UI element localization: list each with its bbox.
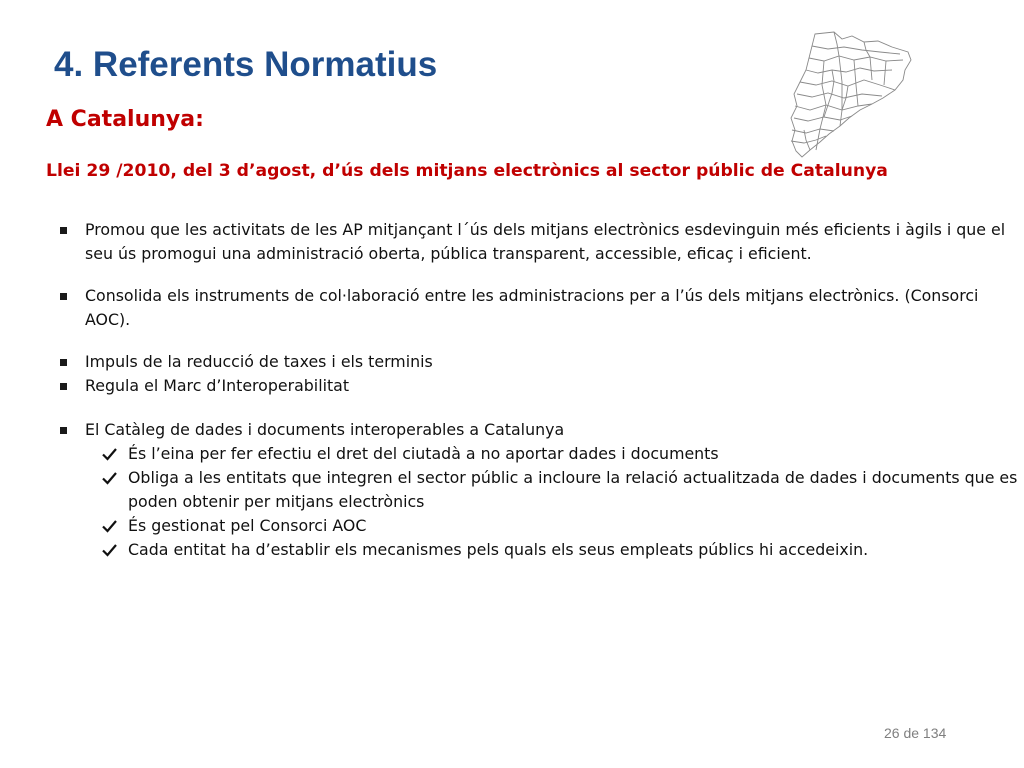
law-title: Llei 29 /2010, del 3 d’agost, d’ús dels mitjans electrònics al sector públic de Catalunya (46, 161, 888, 181)
bullet-item (46, 418, 1018, 442)
sub-bullet-item (46, 442, 1018, 466)
bullet-item (46, 218, 1018, 266)
square-bullet-icon (46, 374, 85, 398)
sub-bullet-text: Obliga a les entitats que integren el sector públic a incloure la relació actualitzada de dades i documents que es poden obtenir per mitjans electrònics (128, 468, 1018, 511)
sub-bullet-text: Cada entitat ha d’establir els mecanismes pels quals els seus empleats públics hi accedeixin. (128, 540, 869, 559)
square-bullet-icon (46, 350, 85, 374)
bullet-text: Regula el Marc d’Interoperabilitat (85, 376, 350, 395)
checkmark-icon (102, 466, 128, 490)
sub-bullet-item (46, 538, 1018, 562)
sub-bullet-item (46, 514, 1018, 538)
bullet-text: Impuls de la reducció de taxes i els terminis (85, 352, 433, 371)
square-bullet-icon (46, 284, 85, 308)
checkmark-icon (102, 538, 128, 562)
catalonia-map-icon (782, 30, 914, 160)
sub-bullet-text: És l’eina per fer efectiu el dret del ciutadà a no aportar dades i documents (128, 444, 719, 463)
sub-bullet-item (46, 466, 1018, 514)
bullet-text: Promou que les activitats de les AP mitjançant l´ús dels mitjans electrònics esdevinguin més eficients i àgils i que el seu ús promogui una administració oberta, pública transparent, accessible, eficaç i eficient. (85, 220, 1006, 263)
sub-bullet-text: És gestionat pel Consorci AOC (128, 516, 367, 535)
checkmark-icon (102, 514, 128, 538)
square-bullet-icon (46, 418, 85, 442)
bullet-item (46, 350, 1018, 374)
section-heading: A Catalunya: (46, 107, 204, 132)
page-counter: 26 de 134 (884, 725, 947, 741)
bullet-item (46, 284, 1018, 332)
bullet-item (46, 374, 1018, 398)
bullet-list (46, 218, 1018, 562)
bullet-text: El Catàleg de dades i documents interoperables a Catalunya (85, 420, 565, 439)
bullet-text: Consolida els instruments de col·laboració entre les administracions per a l’ús dels mitjans electrònics. (Consorci AOC). (85, 286, 979, 329)
square-bullet-icon (46, 218, 85, 242)
slide-title: 4. Referents Normatius (54, 45, 438, 84)
checkmark-icon (102, 442, 128, 466)
